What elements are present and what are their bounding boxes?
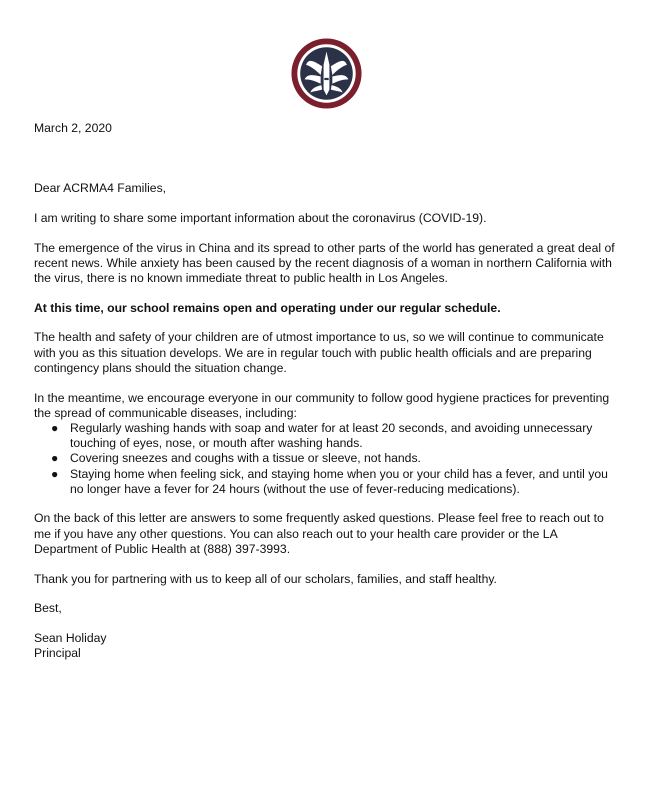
list-item [34, 467, 624, 497]
letter-date: March 2, 2020 [34, 121, 112, 135]
list-item-text: Staying home when feeling sick, and staying home when you or your child has a fever, and until you no longer have a fever for 24 hours (without the use of fever-reducing medications). [70, 466, 608, 496]
hygiene-paragraph: In the meantime, we encourage everyone in our community to follow good hygiene practices for preventing the spread of communicable diseases, including: [34, 390, 610, 420]
bullet-icon: ● [51, 420, 59, 435]
hygiene-list [34, 421, 624, 497]
safety-paragraph: The health and safety of your children are of utmost importance to us, so we will continue to communicate with you as this situation develops. We are in regular touch with public health officials and are preparing contingency plans should the situation change. [34, 330, 604, 375]
thanks-paragraph: Thank you for partnering with us to keep all of our scholars, families, and staff healthy. [34, 571, 497, 586]
closing: Best, [34, 601, 62, 616]
list-item-text: Covering sneezes and coughs with a tissue or sleeve, not hands. [70, 451, 421, 466]
letter-body [34, 121, 624, 661]
bullet-icon: ● [51, 466, 59, 481]
signer-name: Sean Holiday [34, 630, 107, 645]
salutation: Dear ACRMA4 Families, [34, 181, 167, 196]
bullet-icon: ● [51, 451, 59, 466]
intro-paragraph: I am writing to share some important information about the coronavirus (COVID-19). [34, 210, 487, 225]
list-item [34, 451, 624, 466]
list-item [34, 421, 624, 451]
list-item-text: Regularly washing hands with soap and water for at least 20 seconds, and avoiding unnecessary touching of eyes, nose, or mouth after washing hands. [70, 420, 593, 451]
school-status-paragraph: At this time, our school remains open and operating under our regular schedule. [34, 300, 501, 315]
faq-paragraph: On the back of this letter are answers to some frequently asked questions. Please feel free to reach out to me if you have any other questions. You can also reach out to your health care provider or the LA Department of Public Health at (888) 397-3993. [34, 511, 604, 556]
school-emblem-icon [290, 37, 363, 110]
news-paragraph: The emergence of the virus in China and its spread to other parts of the world has generated a great deal of recent news. While anxiety has been caused by the recent diagnosis of a woman in northern California with the virus, there is no known immediate threat to public health in Los Angeles. [34, 240, 615, 286]
signer-title: Principal [34, 646, 81, 661]
